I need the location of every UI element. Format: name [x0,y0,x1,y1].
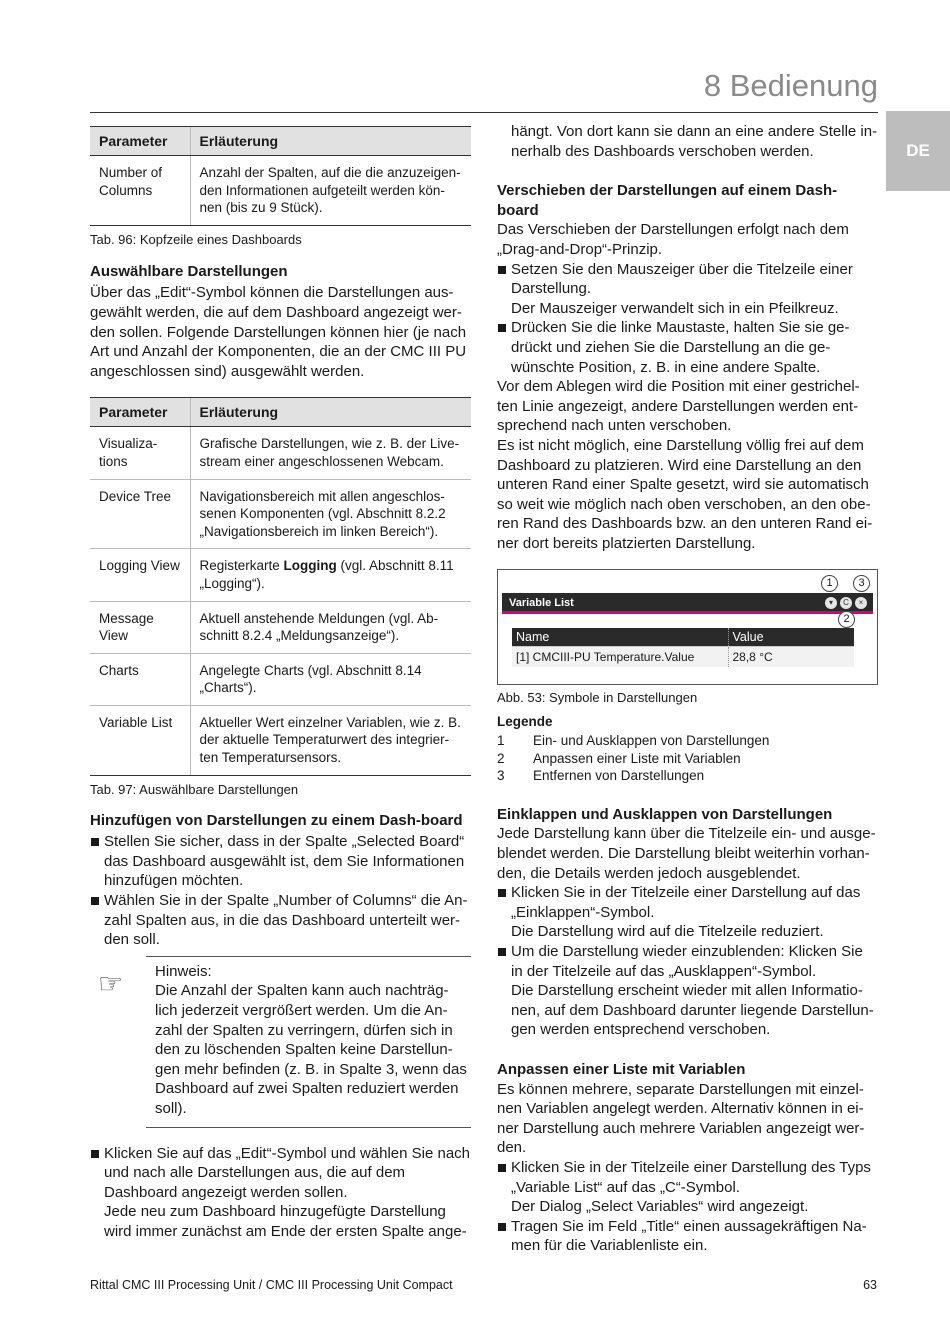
configure-icon[interactable]: C [840,597,852,609]
table-cell-param: Logging View [90,549,190,601]
pointing-hand-icon: ☞ [98,967,124,999]
desc-text: (vgl. Abschnitt 8.11 „Logging“). [199,558,454,591]
section-heading: Anpassen einer Liste mit Variablen [497,1060,746,1078]
table-row [90,549,471,601]
chapter-title: 8 Bedienung [703,68,878,103]
right-column [497,122,878,1256]
list-item: Tragen Sie im Feld „Title“ einen aussagekräftigen Na-men für die Variablenliste ein. [497,1217,878,1256]
paragraph: Über das „Edit“-Symbol können die Darstellungen aus-gewählt werden, die auf dem Dashboard angezeigt wer-den sollen. Folgende Darstellungen können hier (je nach Art und Anzahl der Komponenten, die an der CMC III PU angeschlossen sind) ausgewählt werden. [90,284,467,380]
footer-product: Rittal CMC III Processing Unit / CMC III Processing Unit Compact [90,1278,453,1292]
table-cell-param: Number of Columns [90,156,190,226]
legend-item [497,732,878,750]
list-item-text: Setzen Sie den Mauszeiger über die Titelzeile einer Darstellung. [511,260,853,298]
legend-text: Ein- und Ausklappen von Darstellungen [533,733,770,749]
list-item [497,260,878,319]
list-item: Wählen Sie in der Spalte „Number of Columns“ die An-zahl Spalten aus, in die das Dashboard unterteilt wer-den soll. [90,891,471,950]
variable-name: [1] CMCIII-PU Temperature.Value [512,647,728,668]
note-text: Die Anzahl der Spalten kann auch nachträg-lich jederzeit vergrößert werden. Um die An-zahl der Spalten zu verringern, dürfen sich in den zu löschenden Spalten keine Darstellun-gen mehr befinden (z. B. in Spalte 3, wenn das Dashboard auf zwei Spalten reduziert werden soll). [155,982,467,1117]
table-cell-desc: Grafische Darstellungen, wie z. B. der Live-stream einer angeschlossenen Webcam. [190,427,471,479]
header-rule [90,112,878,113]
table-cell-desc: Anzahl der Spalten, auf die die anzuzeigen-den Informationen aufgeteilt werden kön-nen (bis zu 9 Stück). [190,156,471,226]
widget-title-bar [502,593,873,614]
table-caption: Tab. 97: Auswählbare Darstellungen [90,781,299,797]
table-row [90,156,471,226]
legend-item [497,750,878,768]
table-cell-desc: Aktueller Wert einzelner Variablen, wie z. B. der aktuelle Temperaturwert des integrier-ten Temperatursensors. [190,705,471,775]
figure-caption: Abb. 53: Symbole in Darstellungen [497,690,698,706]
table-row [90,601,471,653]
list-item-subtext: Jede neu zum Dashboard hinzugefügte Darstellung wird immer zunächst am Ende der ersten Spalte ange- [104,1203,467,1240]
callout-2: 2 [838,611,855,628]
section-heading: Hinzufügen von Darstellungen zu einem Dash-board [90,811,463,829]
list-item-text: Klicken Sie in der Titelzeile einer Darstellung auf das „Einklappen“-Symbol. [511,884,861,921]
list-item [497,942,878,1040]
list-item-subtext: Die Darstellung erscheint wieder mit allen Informatio-nen, auf dem Dashboard darunter liegende Darstellun-gen werden entsprechend verschoben. [511,982,874,1039]
table-header-parameter: Parameter [90,127,190,156]
table-row [90,705,471,775]
paragraph: Es ist nicht möglich, eine Darstellung völlig frei auf dem Dashboard zu platzieren. Wird eine Darstellung an den unteren Rand einer Spalte gesetzt, wird sie automatisch so weit wie möglich nach oben verschoben, an den obe-ren Rand des Dashboards bzw. an den unteren Rand ei-ner dort bereits platzierten Darstellung. [497,436,873,552]
table-cell-param: Visualiza-tions [90,427,190,479]
table-header-explanation: Erläuterung [190,127,471,156]
legend-item [497,767,878,785]
section-heading: Einklappen und Ausklappen von Darstellungen [497,805,833,823]
note-title: Hinweis: [155,962,212,980]
bullet-list [90,1144,471,1242]
table-header-explanation: Erläuterung [190,398,471,427]
callout-1: 1 [821,575,838,592]
callout-3: 3 [853,575,870,592]
variable-table [512,628,854,667]
collapse-icon[interactable]: ▾ [825,597,837,609]
bullet-list [90,832,471,950]
table-row [90,427,471,479]
list-item-subtext: Der Dialog „Select Variables“ wird angezeigt. [511,1198,809,1216]
legend-text: Anpassen einer Liste mit Variablen [533,750,741,766]
desc-text: Registerkarte [199,558,284,574]
legend-number: 3 [497,768,505,784]
table-cell-param: Message View [90,601,190,653]
bullet-list [497,883,878,1040]
table-97 [90,397,471,775]
column-header-name: Name [512,628,728,647]
list-item: Drücken Sie die linke Maustaste, halten Sie sie ge-drückt und ziehen Sie die Darstellung an die ge-wünschte Position, z. B. in eine andere Spalte. [497,318,878,377]
paragraph: Jede Darstellung kann über die Titelzeile ein- und ausge-blendet werden. Die Darstellung bleibt weiterhin vorhan-den, die Details werden jedoch ausgeblendet. [497,825,876,882]
list-item-text: Klicken Sie auf das „Edit“-Symbol und wählen Sie nach und nach alle Darstellungen aus, die auf dem Dashboard angezeigt werden sollen. [104,1144,471,1201]
table-header-parameter: Parameter [90,398,190,427]
list-item [497,1158,878,1217]
paragraph: Das Verschieben der Darstellungen erfolgt nach dem „Drag-and-Drop“-Prinzip. [497,221,849,258]
table-cell-desc: Angelegte Charts (vgl. Abschnitt 8.14 „Charts“). [190,653,471,705]
table-row [90,653,471,705]
bullet-list [497,1158,878,1256]
table-96 [90,126,471,226]
page-number: 63 [863,1278,877,1292]
table-cell-desc [190,549,471,601]
table-caption: Tab. 96: Kopfzeile eines Dashboards [90,231,302,247]
bullet-list [497,260,878,378]
legend-text: Entfernen von Darstellungen [533,768,705,784]
variable-value: 28,8 °C [728,647,854,668]
paragraph: Vor dem Ablegen wird die Position mit einer gestrichel-ten Linie angezeigt, andere Darstellungen werden ent-sprechend nach unten verschoben. [497,378,860,435]
column-header-value: Value [728,628,854,647]
table-row [90,479,471,549]
paragraph: Es können mehrere, separate Darstellungen mit einzel-nen Variablen angelegt werden. Alternativ können in ei-ner Darstellung auch mehrere Variablen angezeigt wer-den. [497,1080,865,1157]
widget-title: Variable List [509,597,574,610]
legend-title: Legende [497,714,553,730]
section-heading: Auswählbare Darstellungen [90,262,288,280]
legend-number: 1 [497,733,505,749]
table-cell-param: Charts [90,653,190,705]
list-item-subtext: Der Mauszeiger verwandelt sich in ein Pfeilkreuz. [511,299,839,317]
language-tab: DE [886,111,950,191]
table-cell-desc: Navigationsbereich mit allen angeschlos-senen Komponenten (vgl. Abschnitt 8.2.2 „Navigationsbereich im linken Bereich“). [190,479,471,549]
list-item [90,1144,471,1242]
note-box [98,956,471,1128]
paragraph-continued: hängt. Von dort kann sie dann an eine andere Stelle in-nerhalb des Dashboards verschoben werden. [511,123,878,160]
table-cell-param: Device Tree [90,479,190,549]
desc-bold: Logging [283,558,337,574]
close-icon[interactable]: × [855,597,867,609]
legend-number: 2 [497,750,505,766]
list-item-text: Um die Darstellung wieder einzublenden: Klicken Sie in der Titelzeile auf das „Ausklappen“-Symbol. [511,943,863,980]
list-item: Stellen Sie sicher, dass in der Spalte „Selected Board“ das Dashboard ausgewählt ist, dem Sie Informationen hinzufügen möchten. [90,832,471,891]
section-heading: Verschieben der Darstellungen auf einem Dash-board [497,182,838,219]
list-item [497,883,878,942]
figure-symbols [497,569,878,685]
list-item-text: Klicken Sie in der Titelzeile einer Darstellung des Typs „Variable List“ auf das „C“-Symbol. [511,1158,871,1196]
table-cell-desc: Aktuell anstehende Meldungen (vgl. Ab-schnitt 8.2.4 „Meldungsanzeige“). [190,601,471,653]
list-item-subtext: Die Darstellung wird auf die Titelzeile reduziert. [511,923,824,941]
table-row [512,647,854,668]
left-column [90,126,471,1242]
table-cell-param: Variable List [90,705,190,775]
